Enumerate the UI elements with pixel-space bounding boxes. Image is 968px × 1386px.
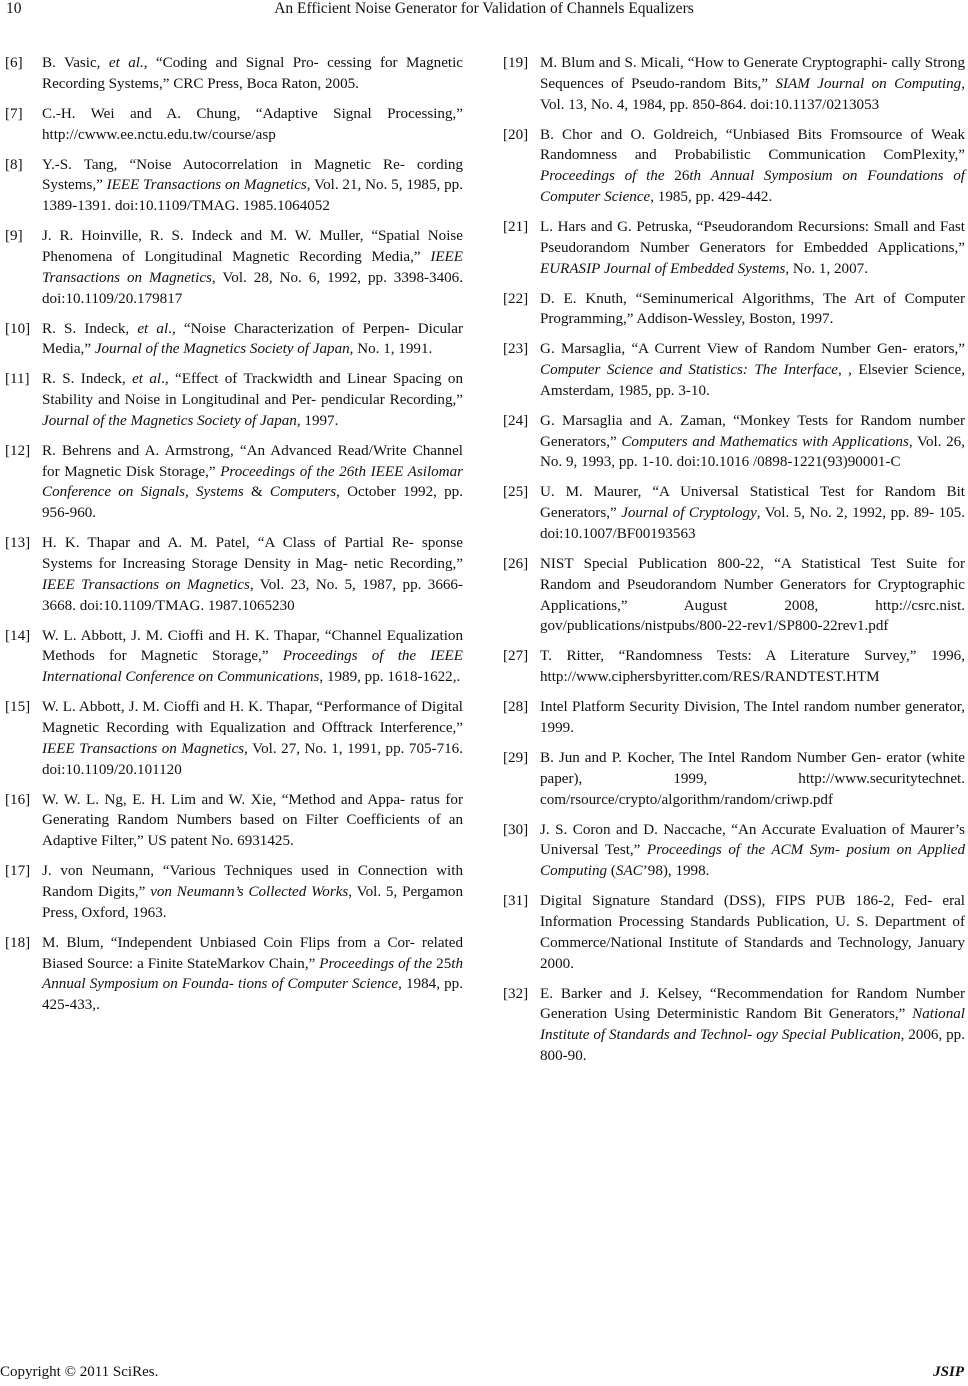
reference-text bbox=[42, 369, 463, 431]
reference-entry bbox=[5, 861, 463, 923]
journal-abbrev: JSIP bbox=[933, 1364, 964, 1380]
reference-italic-segment: th Annual Symposium on Foundations of Computer Science bbox=[540, 168, 965, 205]
page-number: 10 bbox=[6, 0, 22, 17]
reference-number: [32] bbox=[503, 985, 529, 1002]
reference-segment: , Vol. 5, Pergamon Press, Oxford, 1963. bbox=[42, 883, 463, 921]
reference-segment: R. Behrens and A. Armstrong, “An Advanced Read/Write Channel for Magnetic Disk Storage,” bbox=[42, 442, 463, 480]
reference-segment: , Vol. 23, No. 5, 1987, pp. 3666-3668. doi:10.1109/TMAG. 1987.1065230 bbox=[42, 576, 463, 614]
reference-number: [7] bbox=[5, 105, 23, 122]
reference-entry bbox=[503, 697, 965, 739]
reference-segment: , Vol. 13, No. 4, 1984, pp. 850-864. doi:10.1137/0213053 bbox=[540, 75, 966, 113]
reference-segment: G. Marsaglia, “A Current View of Random Number Gen- erators,” bbox=[540, 341, 965, 358]
reference-italic-segment: SIAM Journal on Computing bbox=[775, 75, 962, 92]
reference-number: [15] bbox=[5, 699, 31, 716]
reference-text bbox=[540, 125, 965, 208]
reference-segment: L. Hars and G. Petruska, “Pseudorandom Recursions: Small and Fast Pseudorandom Number Generators for Embedded Applications,” bbox=[540, 218, 965, 256]
reference-segment: ., “Effect of Trackwidth and Linear Spacing on Stability and Noise in Longitudinal and Per- pendicular Recording,” bbox=[42, 371, 463, 409]
reference-entry bbox=[503, 482, 965, 544]
reference-italic-segment: National Institute of Standards and Technol- ogy Special Publication bbox=[540, 1006, 965, 1044]
reference-segment: 25 bbox=[436, 955, 452, 972]
reference-segment: J. von Neumann, “Various Techniques used in Connection with Random Digits,” bbox=[42, 863, 463, 900]
reference-segment: J. R. Hoinville, R. S. Indeck and M. W. Muller, “Spatial Noise Phenomena of Longitudinal Magnetic Recording Media,” bbox=[42, 228, 463, 265]
reference-entry bbox=[503, 53, 965, 115]
references-left-column bbox=[5, 53, 463, 1025]
reference-segment: M. Blum and S. Micali, “How to Generate Cryptographi- cally Strong Sequences of Pseudo-random Bits,” bbox=[540, 55, 965, 92]
reference-text bbox=[540, 289, 965, 331]
reference-number: [26] bbox=[503, 556, 529, 573]
reference-segment: E. Barker and J. Kelsey, “Recommendation for Random Number Generation Using Deterministic Random Bit Generators,” bbox=[540, 985, 965, 1023]
reference-text bbox=[540, 697, 965, 739]
reference-text bbox=[540, 820, 965, 882]
reference-text bbox=[42, 226, 463, 309]
reference-italic-segment: SAC bbox=[615, 863, 643, 880]
references-right-column bbox=[503, 53, 965, 1076]
reference-number: [14] bbox=[5, 627, 31, 644]
reference-number: [20] bbox=[503, 126, 529, 143]
reference-text bbox=[540, 646, 965, 688]
reference-segment: , Vol. 28, No. 6, 1992, pp. 3398-3406. doi:10.1109/20.179817 bbox=[42, 269, 463, 307]
reference-italic-segment: Journal of the Magnetics Society of Japan bbox=[94, 341, 350, 358]
reference-entry bbox=[503, 984, 965, 1067]
page-header bbox=[0, 0, 968, 24]
reference-segment: , “Coding and Signal Pro- cessing for Magnetic Recording Systems,” CRC Press, Boca Raton, 2005. bbox=[42, 55, 464, 92]
reference-segment: C.-H. Wei and A. Chung, “Adaptive Signal Processing,” http://cwww.ee.nctu.edu.tw/course/asp bbox=[42, 105, 463, 143]
reference-text bbox=[42, 933, 463, 1016]
reference-italic-segment: et al bbox=[137, 320, 169, 337]
reference-segment: ’98), 1998. bbox=[642, 863, 710, 880]
reference-number: [10] bbox=[5, 320, 31, 337]
reference-segment: W. L. Abbott, J. M. Cioffi and H. K. Thapar, “Channel Equalization Methods for Magnetic Storage,” bbox=[42, 627, 463, 665]
reference-entry bbox=[503, 411, 965, 473]
reference-italic-segment: Computers bbox=[269, 484, 337, 501]
reference-segment: U. M. Maurer, “A Universal Statistical Test for Random Bit Generators,” bbox=[540, 484, 965, 522]
reference-segment: H. K. Thapar and A. M. Patel, “A Class of Partial Re- sponse Systems for Increasing Storage Density in Mag- netic Recording,” bbox=[42, 535, 463, 573]
reference-number: [9] bbox=[5, 228, 23, 245]
reference-italic-segment: Proceedings of the ACM Sym- posium on Applied Computing bbox=[540, 842, 965, 880]
reference-text bbox=[540, 984, 965, 1067]
reference-text bbox=[42, 861, 463, 923]
reference-italic-segment: von Neumann’s Collected Works bbox=[150, 883, 349, 900]
reference-segment: , 2006, pp. 800-90. bbox=[540, 1027, 965, 1064]
reference-italic-segment: Proceedings of the bbox=[540, 168, 675, 185]
reference-segment: , 1997. bbox=[296, 412, 339, 429]
reference-segment: Intel Platform Security Division, The Intel random number generator, 1999. bbox=[540, 699, 965, 736]
reference-italic-segment: et al bbox=[132, 371, 162, 388]
reference-text bbox=[42, 790, 463, 852]
reference-segment: B. Jun and P. Kocher, The Intel Random Number Gen- erator (white paper), 1999, http://www.securitytechnet. com/rsource/crypto/algorithm/random/criwp.pdf bbox=[540, 749, 965, 808]
reference-italic-segment: Computer Science and Statistics: The Interface bbox=[540, 362, 838, 379]
reference-number: [25] bbox=[503, 484, 529, 501]
reference-number: [6] bbox=[5, 55, 23, 71]
reference-number: [16] bbox=[5, 791, 31, 808]
reference-text bbox=[540, 339, 965, 401]
reference-segment: B. Chor and O. Goldreich, “Unbiased Bits Fromsource of Weak Randomness and Probabilistic Communication ComPlexity,” bbox=[540, 126, 965, 164]
reference-italic-segment: IEEE Transactions on Magnetics bbox=[42, 740, 245, 757]
reference-entry bbox=[503, 217, 965, 279]
reference-text bbox=[540, 53, 965, 115]
reference-entry bbox=[5, 933, 463, 1016]
reference-number: [18] bbox=[5, 934, 31, 951]
reference-text bbox=[540, 482, 965, 544]
reference-italic-segment: IEEE Transactions on Magnetics bbox=[42, 576, 250, 593]
reference-number: [8] bbox=[5, 156, 23, 173]
reference-entry bbox=[5, 533, 463, 616]
reference-entry bbox=[5, 626, 463, 688]
reference-segment: 26 bbox=[674, 168, 690, 185]
reference-segment: R. S. Indeck, bbox=[42, 371, 133, 388]
reference-entry bbox=[5, 104, 463, 146]
reference-segment: & bbox=[243, 484, 270, 501]
reference-segment: , Vol. 5, No. 2, 1992, pp. 89- 105. doi:10.1007/BF00193563 bbox=[540, 505, 965, 543]
reference-italic-segment: Proceedings of the bbox=[319, 955, 437, 972]
reference-number: [28] bbox=[503, 699, 529, 716]
reference-italic-segment: Proceedings of the IEEE International Conference on Communications bbox=[42, 648, 463, 686]
reference-entry bbox=[503, 554, 965, 637]
reference-number: [23] bbox=[503, 341, 529, 358]
reference-segment: , Vol. 27, No. 1, 1991, pp. 705-716. doi:10.1109/20.101120 bbox=[42, 740, 463, 778]
reference-segment: G. Marsaglia and A. Zaman, “Monkey Tests for Random number Generators,” bbox=[540, 412, 965, 450]
reference-segment: , 1985, pp. 429-442. bbox=[650, 188, 773, 205]
reference-text bbox=[42, 533, 463, 616]
reference-entry bbox=[503, 748, 965, 810]
reference-segment: W. W. L. Ng, E. H. Lim and W. Xie, “Method and Appa- ratus for Generating Random Numbers based on Filter Coefficients of an Adaptive Filter,” US patent No. 6931425. bbox=[42, 791, 463, 850]
reference-segment: W. L. Abbott, J. M. Cioffi and H. K. Thapar, “Performance of Digital Magnetic Recording with Equalization and Offtrack Interference,” bbox=[42, 699, 463, 736]
reference-segment: NIST Special Publication 800-22, “A Statistical Test Suite for Random and Pseudorandom Number Generators for Cryptographic Applications,” August 2008, http://csrc.nist. gov/publications/nistpubs/800-22-rev1/SP800-22rev1.pdf bbox=[540, 556, 965, 635]
reference-text bbox=[540, 554, 965, 637]
running-title: An Efficient Noise Generator for Validation of Channels Equalizers bbox=[274, 0, 694, 17]
reference-segment: B. Vasic, bbox=[42, 55, 109, 71]
reference-number: [19] bbox=[503, 55, 529, 71]
reference-segment: T. Ritter, “Randomness Tests: A Literature Survey,” 1996, http://www.ciphersbyritter.com/RES/RANDTEST.HTM bbox=[540, 648, 965, 686]
reference-italic-segment: Computers and Mathematics with Applications bbox=[621, 433, 909, 450]
reference-entry bbox=[5, 319, 463, 361]
reference-text bbox=[540, 411, 965, 473]
reference-entry bbox=[5, 441, 463, 524]
reference-number: [17] bbox=[5, 863, 31, 880]
reference-italic-segment: IEEE Transactions on Magnetics bbox=[106, 177, 307, 194]
reference-italic-segment: Journal of Cryptology bbox=[621, 505, 757, 522]
reference-text bbox=[42, 626, 463, 688]
reference-text bbox=[42, 319, 463, 361]
reference-entry bbox=[5, 369, 463, 431]
reference-number: [24] bbox=[503, 412, 529, 429]
reference-segment: R. S. Indeck, bbox=[42, 320, 138, 337]
reference-segment: , 1984, pp. 425-433,. bbox=[42, 976, 463, 1014]
reference-segment: D. E. Knuth, “Seminumerical Algorithms, The Art of Computer Programming,” Addison-Wessley, Boston, 1997. bbox=[540, 290, 965, 328]
reference-segment: Digital Signature Standard (DSS), FIPS PUB 186-2, Fed- eral Information Processing Standards Publication, U. S. Department of Commerce/National Institute of Standards and Technology, January 2000. bbox=[540, 893, 965, 972]
reference-text bbox=[42, 53, 463, 95]
reference-entry bbox=[5, 790, 463, 852]
reference-segment: J. S. Coron and D. Naccache, “An Accurate Evaluation of Maurer’s Universal Test,” bbox=[540, 821, 965, 859]
reference-italic-segment: IEEE Transactions on Magnetics bbox=[42, 248, 463, 286]
reference-entry bbox=[5, 155, 463, 217]
reference-segment: ( bbox=[607, 863, 616, 880]
reference-number: [30] bbox=[503, 821, 529, 838]
reference-entry bbox=[503, 125, 965, 208]
reference-italic-segment: Proceedings of the bbox=[220, 463, 340, 480]
reference-text bbox=[42, 155, 463, 217]
reference-entry bbox=[503, 646, 965, 688]
copyright-notice: Copyright © 2011 SciRes. bbox=[0, 1364, 159, 1380]
reference-number: [11] bbox=[5, 371, 30, 388]
reference-entry bbox=[5, 697, 463, 780]
reference-entry bbox=[5, 53, 463, 95]
reference-text bbox=[42, 441, 463, 524]
reference-italic-segment: 26th IEEE Asilomar Conference on Signals, Systems bbox=[42, 463, 464, 501]
reference-text bbox=[42, 104, 463, 146]
reference-text bbox=[540, 891, 965, 974]
reference-italic-segment: EURASIP Journal of Embedded Systems bbox=[540, 260, 786, 277]
reference-italic-segment: et al. bbox=[108, 55, 144, 71]
reference-segment: , Vol. 21, No. 5, 1985, pp. 1389-1391. doi:10.1109/TMAG. 1985.1064052 bbox=[42, 177, 463, 215]
reference-entry bbox=[503, 891, 965, 974]
reference-italic-segment: th Annual Symposium on Founda- tions of Computer Science bbox=[42, 955, 464, 993]
reference-text bbox=[42, 697, 463, 780]
reference-segment: , No. 1, 2007. bbox=[785, 260, 868, 277]
reference-number: [29] bbox=[503, 749, 529, 766]
reference-segment: ., “Noise Characterization of Perpen- Dicular Media,” bbox=[42, 320, 463, 358]
reference-text bbox=[540, 748, 965, 810]
reference-number: [27] bbox=[503, 648, 529, 665]
reference-segment: , No. 1, 1991. bbox=[349, 341, 433, 358]
reference-entry bbox=[503, 289, 965, 331]
reference-entry bbox=[5, 226, 463, 309]
page-footer bbox=[0, 1364, 968, 1386]
reference-segment: M. Blum, “Independent Unbiased Coin Flips from a Cor- related Biased Source: a Finite StateMarkov Chain,” bbox=[42, 934, 463, 972]
reference-number: [12] bbox=[5, 442, 31, 459]
reference-number: [22] bbox=[503, 290, 529, 307]
reference-text bbox=[540, 217, 965, 279]
reference-segment: , 1989, pp. 1618-1622,. bbox=[319, 669, 461, 686]
reference-segment: , Vol. 26, No. 9, 1993, pp. 1-10. doi:10.1016 /0898-1221(93)90001-C bbox=[540, 433, 965, 471]
reference-segment: , , Elsevier Science, Amsterdam, 1985, pp. 3-10. bbox=[540, 362, 965, 399]
reference-entry bbox=[503, 339, 965, 401]
reference-number: [31] bbox=[503, 893, 529, 910]
reference-italic-segment: Journal of the Magnetics Society of Japan bbox=[42, 412, 297, 429]
reference-segment: , October 1992, pp. 956-960. bbox=[42, 484, 463, 522]
reference-number: [13] bbox=[5, 535, 31, 552]
reference-number: [21] bbox=[503, 218, 529, 235]
reference-segment: Y.-S. Tang, “Noise Autocorrelation in Magnetic Re- cording Systems,” bbox=[42, 156, 463, 194]
reference-entry bbox=[503, 820, 965, 882]
